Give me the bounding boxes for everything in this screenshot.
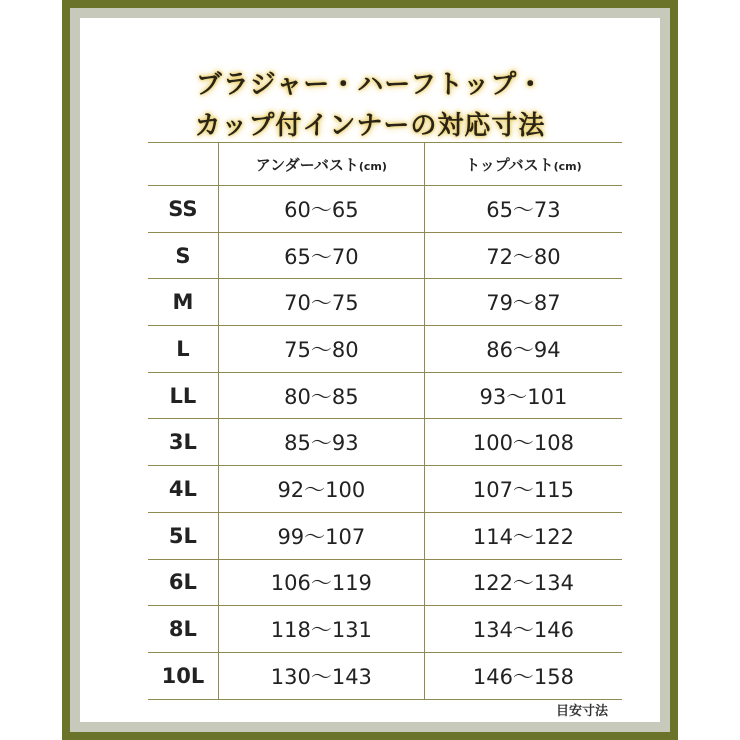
cell-top-bust: 86〜94	[424, 326, 622, 373]
table-row	[148, 606, 622, 653]
table-row	[148, 372, 622, 419]
cell-under-bust: 85〜93	[218, 419, 424, 466]
cell-size: 10L	[148, 652, 218, 699]
table-row	[148, 512, 622, 559]
header-top-bust-unit: (cm)	[553, 159, 582, 173]
header-top-bust	[424, 143, 622, 186]
middle-frame	[70, 8, 670, 732]
table-row	[148, 186, 622, 233]
header-under-bust-unit: (cm)	[358, 159, 387, 173]
cell-size: 8L	[148, 606, 218, 653]
cell-top-bust: 134〜146	[424, 606, 622, 653]
cell-size: SS	[148, 186, 218, 233]
header-under-bust-label: アンダーバスト	[255, 155, 359, 174]
cell-top-bust: 146〜158	[424, 652, 622, 699]
cell-size: M	[148, 279, 218, 326]
header-under-bust	[218, 143, 424, 186]
cell-top-bust: 114〜122	[424, 512, 622, 559]
table-row	[148, 279, 622, 326]
cell-under-bust: 65〜70	[218, 232, 424, 279]
table-row	[148, 419, 622, 466]
cell-top-bust: 93〜101	[424, 372, 622, 419]
cell-top-bust: 65〜73	[424, 186, 622, 233]
cell-size: L	[148, 326, 218, 373]
cell-top-bust: 100〜108	[424, 419, 622, 466]
table-row	[148, 232, 622, 279]
cell-size: S	[148, 232, 218, 279]
cell-size: 4L	[148, 466, 218, 513]
table-header-row	[148, 143, 622, 186]
table-row	[148, 326, 622, 373]
cell-top-bust: 122〜134	[424, 559, 622, 606]
outer-frame	[62, 0, 678, 740]
cell-size: 5L	[148, 512, 218, 559]
cell-top-bust: 107〜115	[424, 466, 622, 513]
header-top-bust-label: トップバスト	[465, 155, 554, 174]
title-line-2: カップ付インナーの対応寸法	[194, 111, 546, 141]
table-row	[148, 466, 622, 513]
cell-top-bust: 79〜87	[424, 279, 622, 326]
cell-top-bust: 72〜80	[424, 232, 622, 279]
size-table	[148, 142, 622, 700]
header-size	[148, 143, 218, 186]
cell-under-bust: 70〜75	[218, 279, 424, 326]
cell-size: LL	[148, 372, 218, 419]
title-line-1: ブラジャー・ハーフトップ・	[195, 70, 545, 100]
cell-under-bust: 118〜131	[218, 606, 424, 653]
approximate-size-note: 目安寸法	[555, 704, 608, 719]
cell-under-bust: 130〜143	[218, 652, 424, 699]
cell-under-bust: 60〜65	[218, 186, 424, 233]
content-panel	[80, 18, 660, 722]
cell-under-bust: 80〜85	[218, 372, 424, 419]
cell-size: 3L	[148, 419, 218, 466]
table-row	[148, 559, 622, 606]
cell-under-bust: 92〜100	[218, 466, 424, 513]
cell-under-bust: 106〜119	[218, 559, 424, 606]
table-row	[148, 652, 622, 699]
cell-under-bust: 75〜80	[218, 326, 424, 373]
cell-size: 6L	[148, 559, 218, 606]
cell-under-bust: 99〜107	[218, 512, 424, 559]
